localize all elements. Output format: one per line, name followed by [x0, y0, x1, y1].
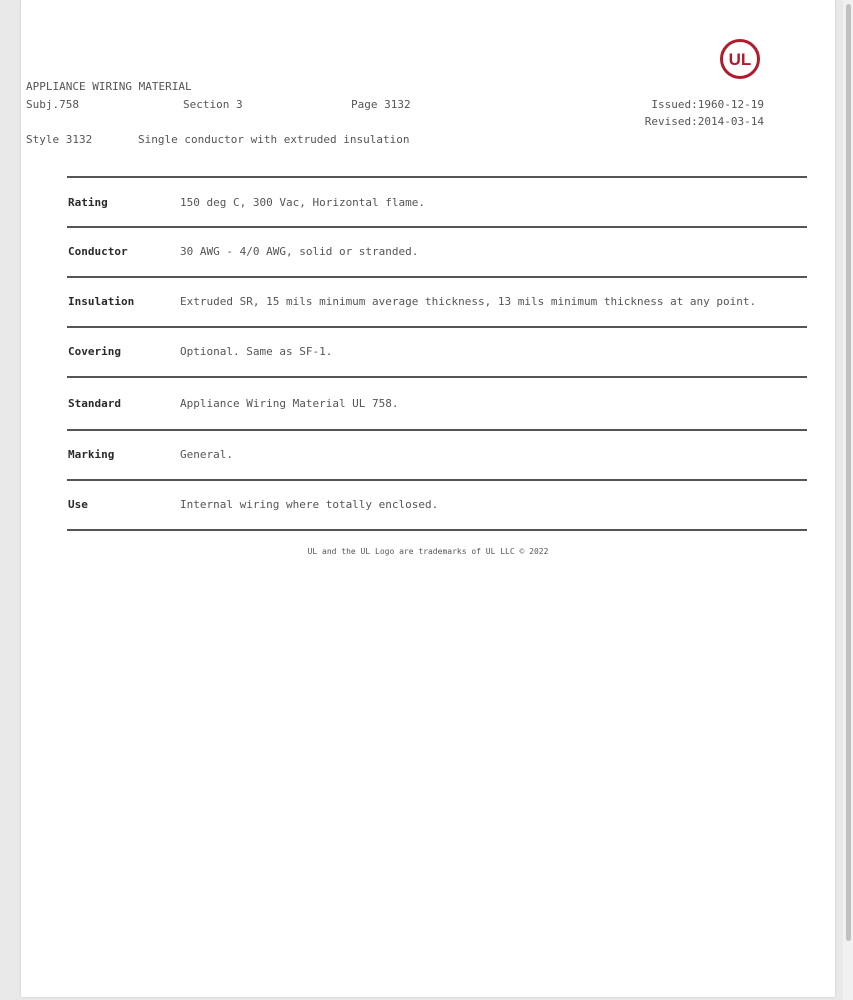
row-label: Standard: [68, 397, 121, 410]
row-value: Extruded SR, 15 mils minimum average thickness, 13 mils minimum thickness at any point.: [180, 295, 757, 308]
table-row: [67, 276, 807, 326]
table-row: [67, 376, 807, 429]
style-description: Single conductor with extruded insulation: [138, 133, 410, 146]
document-title: APPLIANCE WIRING MATERIAL: [26, 80, 192, 93]
scrollbar-thumb[interactable]: [846, 4, 851, 941]
table-row: [67, 429, 807, 479]
table-row: [67, 326, 807, 376]
revised-date: Revised:2014-03-14: [644, 115, 764, 128]
section-number: Section 3: [183, 98, 243, 111]
issued-date: Issued:1960-12-19: [651, 98, 764, 111]
row-label: Insulation: [68, 295, 135, 308]
row-value: Optional. Same as SF-1.: [180, 345, 333, 358]
table-row: [67, 479, 807, 531]
row-value: Appliance Wiring Material UL 758.: [180, 397, 399, 410]
style-number: Style 3132: [26, 133, 93, 146]
row-label: Rating: [68, 196, 108, 209]
svg-text:UL: UL: [728, 50, 752, 69]
table-row: [67, 176, 807, 226]
trademark-footer: UL and the UL Logo are trademarks of UL LLC © 2022: [307, 547, 549, 556]
row-label: Use: [68, 498, 88, 511]
row-label: Marking: [68, 448, 115, 461]
table-row: [67, 226, 807, 276]
row-label: Conductor: [68, 245, 128, 258]
specification-table: [67, 176, 807, 531]
page-number: Page 3132: [351, 98, 411, 111]
row-label: Covering: [68, 345, 121, 358]
row-value: General.: [180, 448, 233, 461]
row-value: Internal wiring where totally enclosed.: [180, 498, 439, 511]
document-page: [21, 0, 835, 997]
ul-logo: [720, 39, 760, 79]
row-value: 150 deg C, 300 Vac, Horizontal flame.: [180, 196, 426, 209]
subject-number: Subj.758: [26, 98, 79, 111]
row-value: 30 AWG - 4/0 AWG, solid or stranded.: [180, 245, 419, 258]
